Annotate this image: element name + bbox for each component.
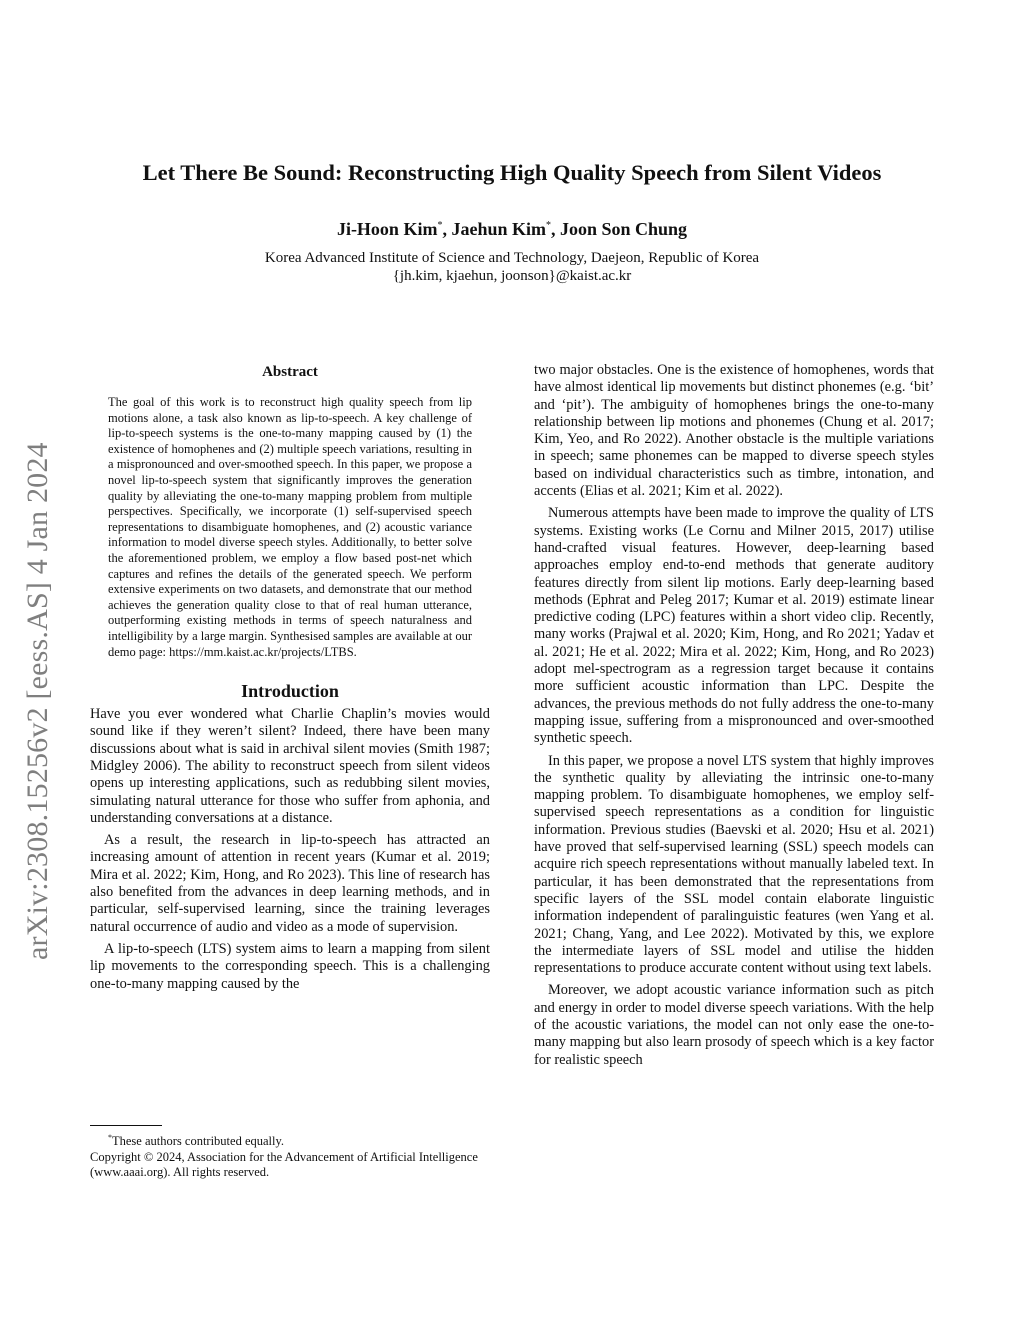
introduction-paragraph: A lip-to-speech (LTS) system aims to learn a mapping from silent lip movements to the corresponding speech. This is a challenging one-to-many mapping caused by the [90,940,490,992]
author-list: Ji-Hoon Kim*, Jaehun Kim*, Joon Son Chung [336,219,688,239]
paper-title: Let There Be Sound: Reconstructing High Quality Speech from Silent Videos [142,160,882,185]
introduction-paragraph: As a result, the research in lip-to-speech has attracted an increasing amount of attention in recent years (Kumar et al. 2019; Mira et al. 2022; Kim, Hong, and Ro 2023). This line of research has also benefited from the advances in deep learning methods, and in particular, self-supervised learning, since the training leverages natural occurrence of audio and video as a mode of supervision. [90,832,490,935]
footnote-equal-contribution: *These authors contributed equally. [108,1133,285,1149]
body-paragraph: Moreover, we adopt acoustic variance information such as pitch and energy in order to model diverse speech variations. With the help of the acoustic variations, the model can not only ease the one-to-many mapping but also learn prosody of speech which is a key factor for realistic speech [534,982,934,1068]
introduction-heading: Introduction [241,681,339,702]
footnote-mark: * [108,1133,112,1142]
abstract-text: The goal of this work is to reconstruct high quality speech from lip motions alone, a task also known as lip-to-speech. A key challenge of lip-to-speech systems is the one-to-many mapping caused by (1) the existence of homophenes and (2) multiple speech variations, resulting in a mispronounced and over-smoothed speech. In this paper, we propose a novel lip-to-speech system that significantly improves the generation quality by alleviating the one-to-many mapping problem from multiple perspectives. Specifically, we incorporate (1) self-supervised speech representations to disambiguate homophenes, and (2) acoustic variance information to model diverse speech styles. Additionally, to better solve the aforementioned problem, we employ a flow based post-net which captures and refines the details of the generated speech. We perform extensive experiments on two datasets, and demonstrate that our method achieves the generation quality close to that of real human utterance, outperforming existing methods in terms of speech naturalness and intelligibility by a large margin. Synthesised samples are available at our demo page: https://mm.kaist.ac.kr/projects/LTBS. [108,395,472,659]
copyright-notice: Copyright © 2024, Association for the Advancement of Artificial Intelligence (www.aaai.org). All rights reserved. [90,1149,478,1180]
affiliation: Korea Advanced Institute of Science and Technology, Daejeon, Republic of Korea [264,250,760,266]
equal-contribution-mark: * [437,220,443,231]
arxiv-identifier: arXiv:2308.15256v2 [eess.AS] 4 Jan 2024 [21,442,54,960]
body-paragraph: In this paper, we propose a novel LTS system that highly improves the synthetic quality by alleviating the intrinsic one-to-many mapping problem. To disambiguate homophenes, we employ self-supervised speech representations as a condition for linguistic information. Previous studies (Baevski et al. 2020; Hsu et al. 2021) have proved that self-supervised learning (SSL) speech models can acquire rich speech representations without manually labeled text. In particular, it has been demonstrated that the representations from specific layers of the SSL model contain elaborate linguistic information independent of paralinguistic features (wen Yang et al. 2021; Chang, Yang, and Lee 2022). Motivated by this, we explore the intermediate layers of SSL model and utilise the hidden representations to produce accurate content without using text labels. [534,752,934,977]
affiliation-block [100,249,924,285]
author-emails: {jh.kim, kjaehun, joonson}@kaist.ac.kr [392,268,632,284]
introduction-paragraph: Have you ever wondered what Charlie Chaplin’s movies would sound like if they weren’t silent? Indeed, there have been many discussions about what is said in archival silent movies (Smith 1987; Midgley 2006). The ability to reconstruct speech from silent videos opens up interesting applications, such as redubbing silent movies, simulating natural utterance for those who suffer from aphonia, and understanding conversations at a distance. [90,706,490,826]
author-name: Ji-Hoon Kim [336,219,438,239]
author-name: Joon Son Chung [559,219,688,239]
body-paragraph: Numerous attempts have been made to improve the quality of LTS systems. Existing works (Le Cornu and Milner 2015, 2017) utilise hand-crafted visual features. However, deep-learning based approaches employ end-to-end methods that generate auditory features directly from silent lip motions. Early deep-learning based methods (Ephrat and Peleg 2017; Kumar et al. 2019) estimate linear predictive coding (LPC) features within a short video clip. Recently, many works (Prajwal et al. 2020; Kim, Hong, and Ro 2021; Yadav et al. 2021; He et al. 2022; Mira et al. 2022; Kim, Hong, and Ro 2023) adopt mel-spectrogram as a regression target because it contains more sufficient acoustic information than LPC. Despite the advances, the previous methods do not fully address the one-to-many mapping issue, suffering from a mispronounced and over-smoothed synthetic speech. [534,505,934,747]
footnote-rule [90,1125,162,1126]
right-column [534,362,934,1069]
author-name: Jaehun Kim [451,219,546,239]
equal-contribution-mark: * [545,220,551,231]
footnote-block [90,1125,490,1181]
body-paragraph: two major obstacles. One is the existence of homophenes, words that have almost identical lip movements but distinct phonemes (e.g. ‘bit’ and ‘pit’). The ambiguity of homophenes brings the one-to-many relationship between lip motions and phonemes (Chung et al. 2017; Kim, Yeo, and Ro 2022). Another obstacle is the multiple variations in speech; same phonemes can be mapped to diverse speech styles based on individual characteristics such as timbre, intonation, and accents (Elias et al. 2021; Kim et al. 2022). [534,362,934,500]
left-column [90,362,490,993]
abstract-heading: Abstract [262,364,318,380]
